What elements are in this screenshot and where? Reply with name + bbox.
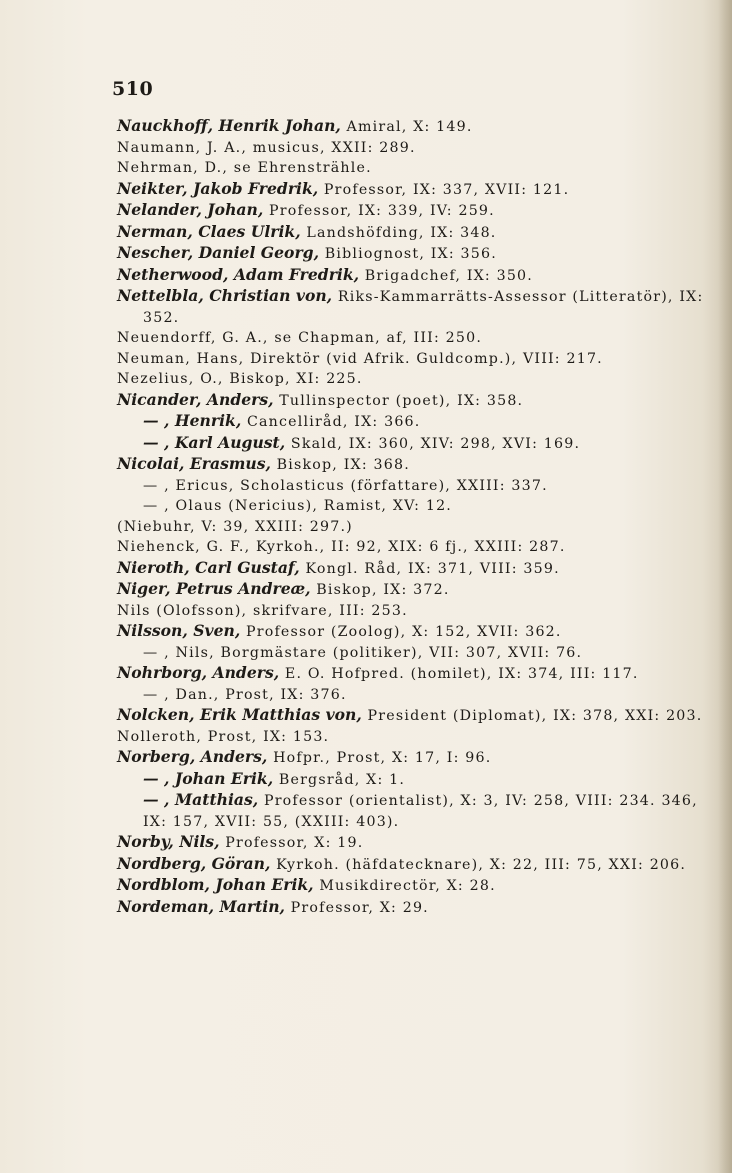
index-entry <box>117 854 705 876</box>
entry-details: Bergsråd, X: 1. <box>273 771 406 788</box>
entry-name: Nescher, Daniel Georg, <box>117 243 319 262</box>
index-entry <box>117 454 705 476</box>
index-entry <box>117 558 705 580</box>
entry-details: — , Olaus (Nericius), Ramist, XV: 12. <box>143 498 453 514</box>
entry-details: Niehenck, G. F., Kyrkoh., II: 92, XIX: 6 fj., XXIII: 287. <box>117 539 566 555</box>
entry-name: — , Matthias, <box>143 790 259 809</box>
index-entry <box>117 179 705 201</box>
index-entry <box>117 790 705 832</box>
index-entry <box>117 747 705 769</box>
entry-name: — , Karl August, <box>143 432 286 452</box>
entry-details: Professor, X: 29. <box>284 899 429 916</box>
entry-name: Niger, Petrus Andreæ, <box>117 579 311 598</box>
entry-name: Nordberg, Göran, <box>117 853 271 873</box>
index-entry <box>117 138 705 159</box>
entry-details: Naumann, J. A., musicus, XXII: 289. <box>117 139 416 156</box>
index-entries <box>117 116 705 918</box>
index-entry <box>117 832 705 854</box>
index-entry <box>117 517 705 538</box>
index-entry <box>117 433 705 455</box>
entry-details: Biskop, IX: 372. <box>310 582 450 598</box>
index-entry <box>117 411 705 433</box>
index-entry <box>117 200 705 222</box>
index-entry <box>117 265 705 287</box>
entry-details: Professor (Zoolog), X: 152, XVII: 362. <box>240 624 562 640</box>
entry-details: Nils (Olofsson), skrifvare, III: 253. <box>117 602 408 619</box>
index-entry <box>117 116 705 138</box>
entry-name: — , Henrik, <box>143 411 242 430</box>
index-entry <box>117 349 705 370</box>
index-entry <box>117 369 705 390</box>
entry-details: Bibliognost, IX: 356. <box>319 246 497 262</box>
entry-details: Professor, X: 19. <box>219 835 364 851</box>
index-entry <box>117 769 705 791</box>
index-entry <box>117 390 705 412</box>
entry-details: (Niebuhr, V: 39, XXIII: 297.) <box>117 518 353 535</box>
index-entry <box>117 158 705 179</box>
entry-details: Skald, IX: 360, XIV: 298, XVI: 169. <box>285 435 581 452</box>
entry-name: Nordblom, Johan Erik, <box>117 875 314 894</box>
index-entry <box>117 243 705 265</box>
entry-name: Nelander, Johan, <box>117 200 264 219</box>
entry-details: President (Diplomat), IX: 378, XXI: 203. <box>361 708 703 724</box>
index-entry <box>117 286 705 328</box>
index-entry <box>117 705 705 727</box>
entry-details: Kongl. Råd, IX: 371, VIII: 359. <box>299 560 560 577</box>
entry-details: Neuendorff, G. A., se Chapman, af, III: 250. <box>117 330 483 346</box>
entry-name: Nerman, Claes Ulrik, <box>117 221 301 241</box>
entry-details: Nolleroth, Prost, IX: 153. <box>117 728 330 745</box>
index-entry <box>117 328 705 349</box>
entry-details: Hofpr., Prost, X: 17, I: 96. <box>267 750 492 766</box>
entry-details: Musikdirectör, X: 28. <box>313 878 496 894</box>
index-entry <box>117 496 705 517</box>
entry-name: Nilsson, Sven, <box>117 621 241 640</box>
entry-name: Nordeman, Martin, <box>117 896 285 916</box>
entry-details: Amiral, X: 149. <box>340 119 473 135</box>
entry-details: Kyrkoh. (häfdatecknare), X: 22, III: 75, XXI: 206. <box>270 856 687 873</box>
entry-details: E. O. Hofpred. (homilet), IX: 374, III: 117. <box>279 666 639 682</box>
entry-details: Riks-Kammarrätts-Assessor (Litteratör), IX: 352. <box>143 289 704 326</box>
entry-name: Nieroth, Carl Gustaf, <box>117 557 300 577</box>
entry-details: Neuman, Hans, Direktör (vid Afrik. Guldcomp.), VIII: 217. <box>117 350 603 367</box>
index-entry <box>117 685 705 706</box>
entry-details: — , Ericus, Scholasticus (författare), XXIII: 337. <box>143 477 548 494</box>
index-entry <box>117 601 705 622</box>
entry-name: Nauckhoff, Henrik Johan, <box>117 116 341 135</box>
entry-name: Nettelbla, Christian von, <box>117 286 333 305</box>
entry-details: Cancelliråd, IX: 366. <box>241 414 421 430</box>
entry-details: Nehrman, D., se Ehrensträhle. <box>117 160 372 176</box>
entry-details: Professor, IX: 339, IV: 259. <box>263 203 495 219</box>
page-number: 510 <box>112 78 154 100</box>
entry-name: Nicolai, Erasmus, <box>117 454 271 473</box>
entry-name: — , Johan Erik, <box>143 768 274 788</box>
entry-name: Nicander, Anders, <box>117 389 274 409</box>
entry-details: Professor, IX: 337, XVII: 121. <box>318 181 570 198</box>
entry-name: Neikter, Jakob Fredrik, <box>117 178 319 198</box>
index-entry <box>117 643 705 664</box>
index-entry <box>117 663 705 685</box>
index-entry <box>117 222 705 244</box>
index-entry <box>117 727 705 748</box>
entry-details: Tullinspector (poet), IX: 358. <box>273 392 524 409</box>
entry-name: Norberg, Anders, <box>117 747 268 766</box>
index-entry <box>117 621 705 643</box>
index-entry <box>117 897 705 919</box>
entry-details: Professor (orientalist), X: 3, IV: 258, VIII: 234. 346, IX: 157, XVII: 55, (XXIII: 403). <box>143 793 698 830</box>
entry-details: Biskop, IX: 368. <box>270 457 410 473</box>
entry-name: Nolcken, Erik Matthias von, <box>117 705 362 724</box>
entry-details: Landshöfding, IX: 348. <box>300 224 497 241</box>
entry-name: Nohrborg, Anders, <box>117 663 280 682</box>
entry-name: Netherwood, Adam Fredrik, <box>117 264 360 284</box>
index-entry <box>117 537 705 558</box>
index-entry <box>117 579 705 601</box>
entry-details: — , Dan., Prost, IX: 376. <box>143 686 347 703</box>
index-entry <box>117 875 705 897</box>
entry-details: — , Nils, Borgmästare (politiker), VII: 307, XVII: 76. <box>143 644 583 661</box>
entry-details: Nezelius, O., Biskop, XI: 225. <box>117 371 363 387</box>
entry-details: Brigadchef, IX: 350. <box>359 267 533 284</box>
page-edge-shadow <box>718 0 732 1173</box>
entry-name: Norby, Nils, <box>117 832 220 851</box>
index-entry <box>117 476 705 497</box>
